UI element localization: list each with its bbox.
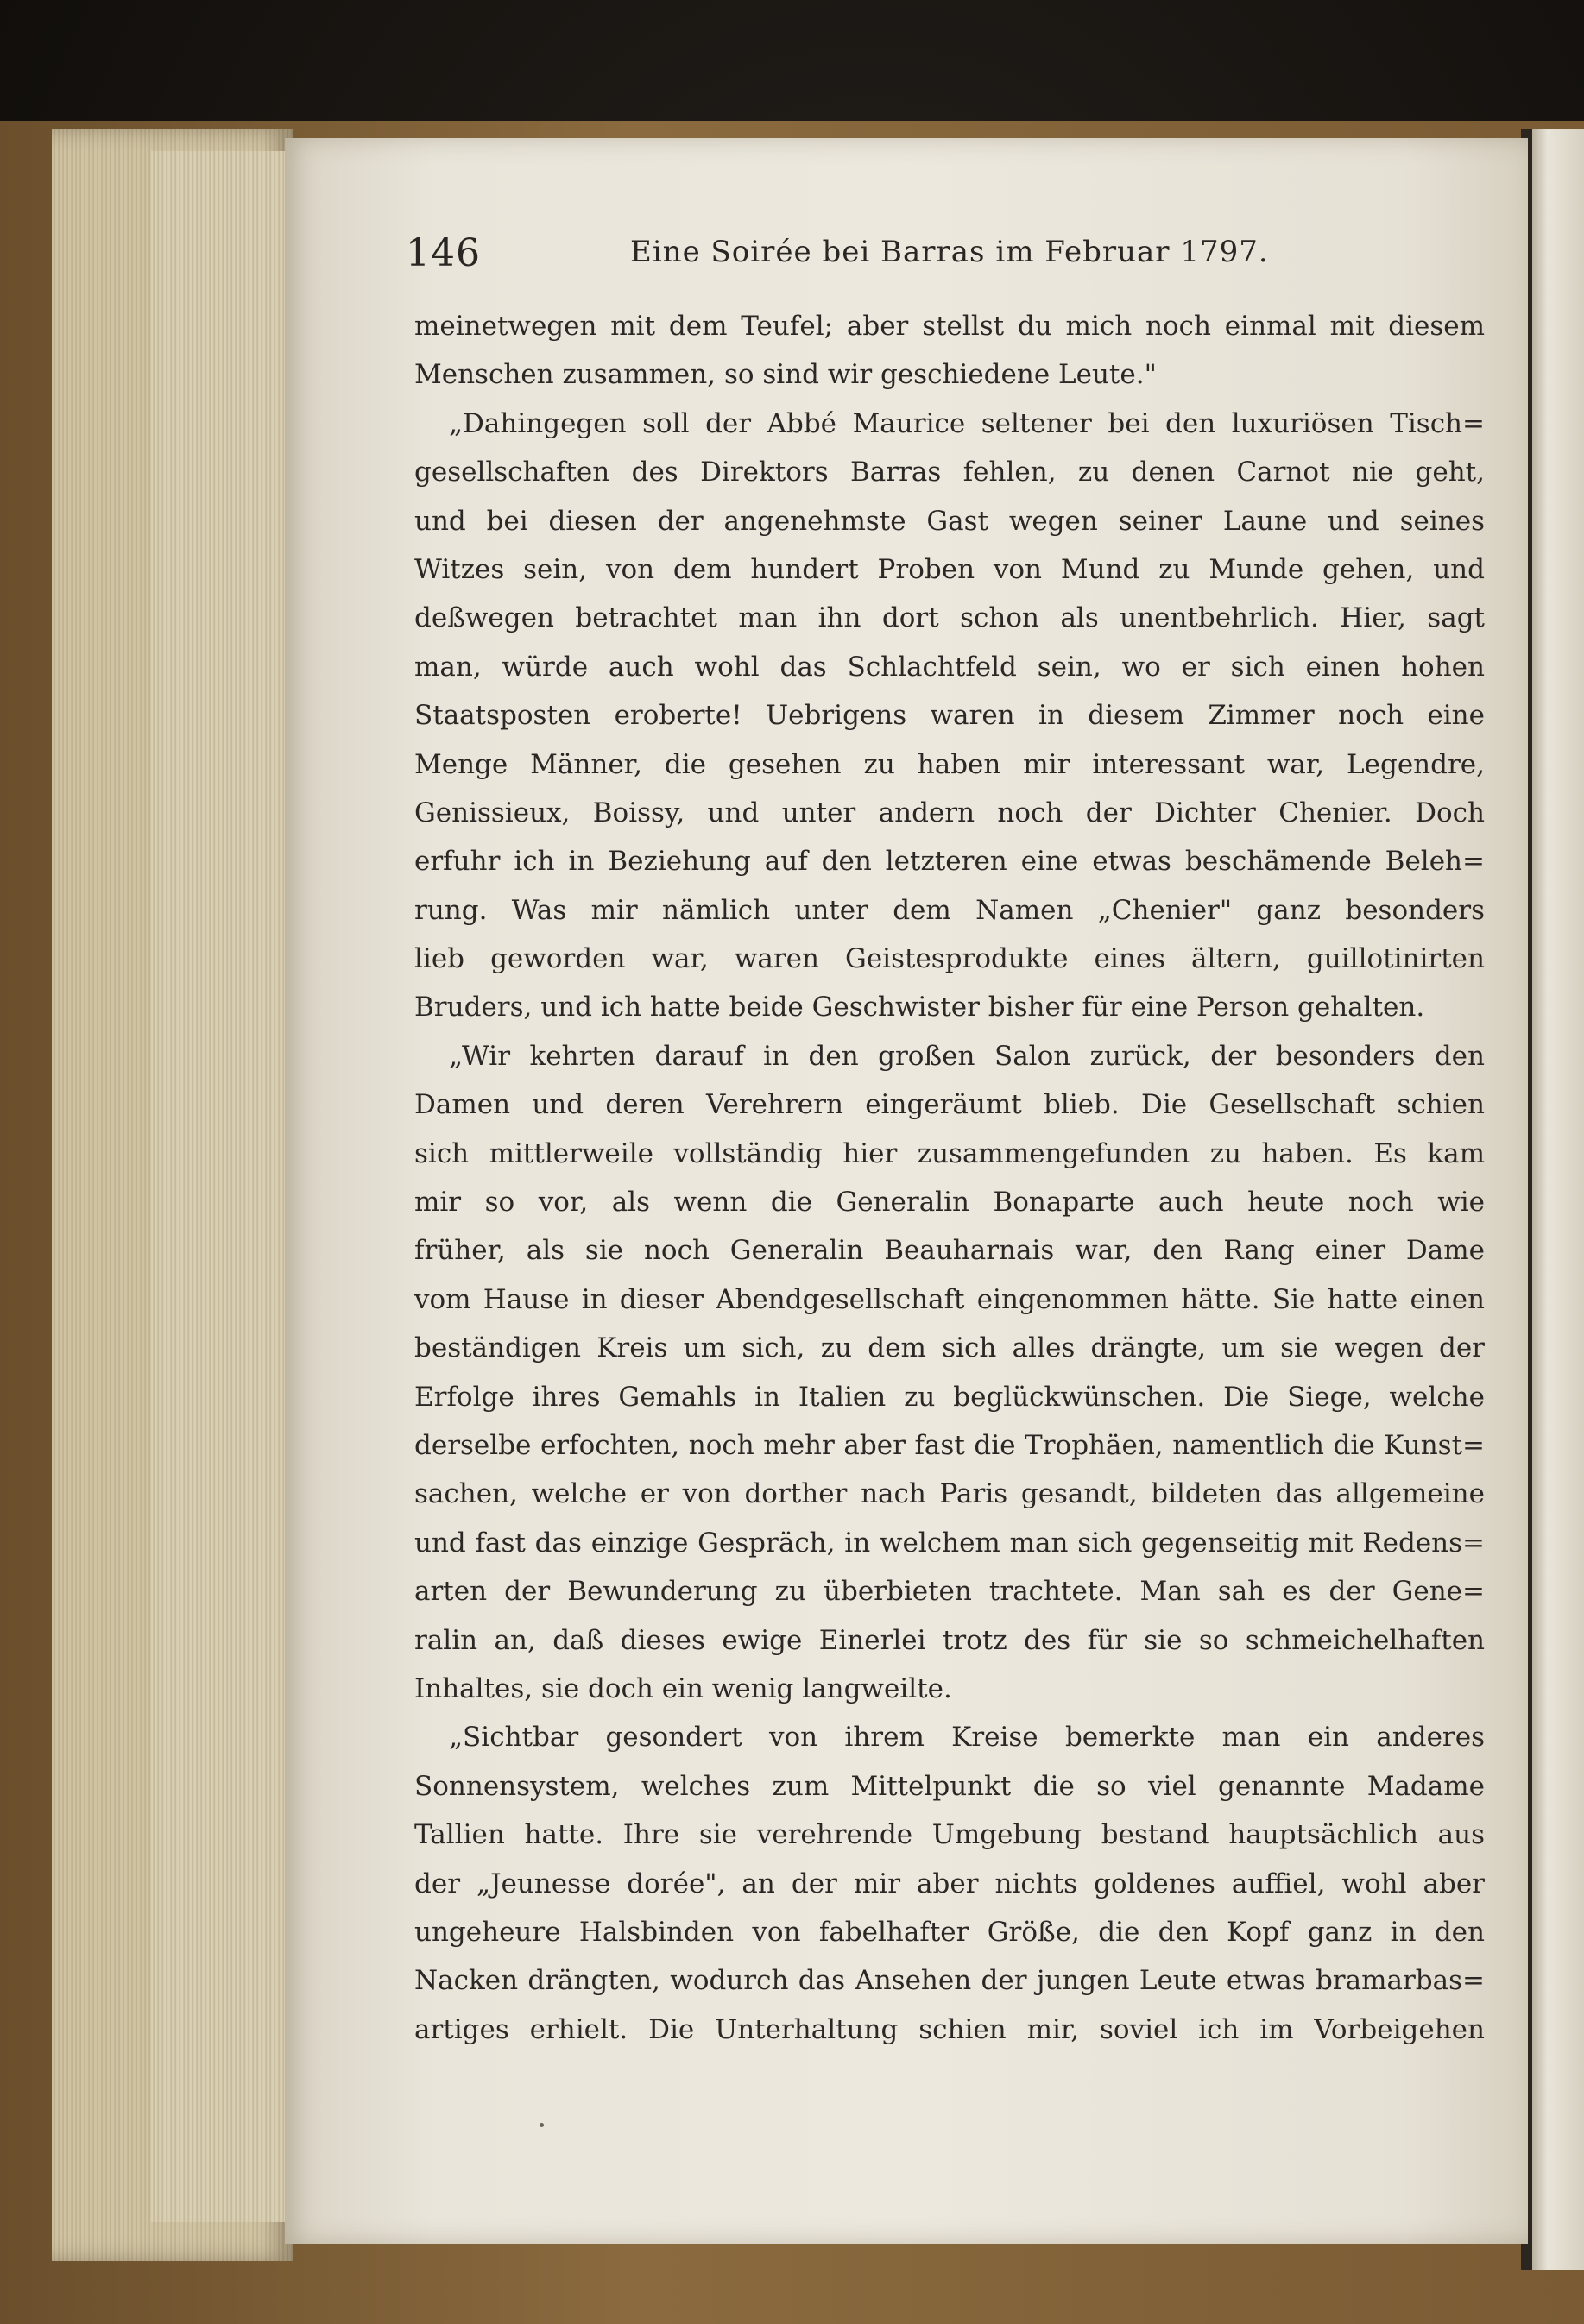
- opposite-page-edge: [1532, 129, 1584, 2270]
- text-line: Menge Männer, die gesehen zu haben mir interessant war, Legendre,: [414, 748, 1485, 780]
- text-line: meinetwegen mit dem Teufel; aber stellst du mich noch einmal mit diesem: [414, 311, 1485, 342]
- text-line: der „Jeunesse dorée", an der mir aber nichts goldenes auffiel, wohl aber: [414, 1867, 1485, 1899]
- text-line: Tallien hatte. Ihre sie verehrende Umgebung bestand hauptsächlich aus: [414, 1819, 1485, 1851]
- text-line: deßwegen betrachtet man ihn dort schon als unentbehrlich. Hier, sagt: [414, 602, 1485, 634]
- book-page: [285, 138, 1528, 2244]
- page-number: 146: [406, 231, 481, 275]
- text-line: Bruders, und ich hatte beide Geschwister bisher für eine Person gehalten.: [414, 992, 1425, 1023]
- text-line: erfuhr ich in Beziehung auf den letzteren eine etwas beschämende Beleh=: [414, 846, 1485, 878]
- page-header: [406, 231, 1485, 283]
- body-text: [414, 302, 1485, 2054]
- text-line: früher, als sie noch Generalin Beauharnais war, den Rang einer Dame: [414, 1235, 1485, 1267]
- running-head: Eine Soirée bei Barras im Februar 1797.: [630, 235, 1269, 269]
- text-line: ungeheure Halsbinden von fabelhafter Größe, die den Kopf ganz in den: [414, 1916, 1485, 1948]
- text-line: Inhaltes, sie doch ein wenig langweilte.: [414, 1672, 952, 1704]
- ink-speck: [540, 2123, 544, 2127]
- text-line: gesellschaften des Direktors Barras fehlen, zu denen Carnot nie geht,: [414, 457, 1485, 488]
- text-line: mir so vor, als wenn die Generalin Bonaparte auch heute noch wie: [414, 1187, 1485, 1219]
- text-line: rung. Was mir nämlich unter dem Namen „Chenier" ganz besonders: [414, 894, 1485, 926]
- text-line: und fast das einzige Gespräch, in welchem man sich gegenseitig mit Redens=: [414, 1527, 1485, 1559]
- text-line: lieb geworden war, waren Geistesprodukte eines ältern, guillotinirten: [414, 943, 1485, 975]
- text-line: derselbe erfochten, noch mehr aber fast die Trophäen, namentlich die Kunst=: [414, 1429, 1485, 1461]
- text-line: „Dahingegen soll der Abbé Maurice seltener bei den luxuriösen Tisch=: [449, 407, 1485, 439]
- text-line: artiges erhielt. Die Unterhaltung schien mir, soviel ich im Vorbeigehen: [414, 2013, 1485, 2045]
- text-line: Witzes sein, von dem hundert Proben von Mund zu Munde gehen, und: [414, 553, 1485, 585]
- text-line: „Wir kehrten darauf in den großen Salon zurück, der besonders den: [449, 1040, 1485, 1072]
- text-line: „Sichtbar gesondert von ihrem Kreise bemerkte man ein anderes: [449, 1722, 1485, 1754]
- text-line: man, würde auch wohl das Schlachtfeld sein, wo er sich einen hohen: [414, 651, 1485, 683]
- text-line: Erfolge ihres Gemahls in Italien zu beglückwünschen. Die Siege, welche: [414, 1381, 1485, 1413]
- text-line: ralin an, daß dieses ewige Einerlei trotz des für sie so schmeichelhaften: [414, 1624, 1485, 1656]
- text-line: Staatsposten eroberte! Uebrigens waren in diesem Zimmer noch eine: [414, 700, 1485, 732]
- text-line: vom Hause in dieser Abendgesellschaft eingenommen hätte. Sie hatte einen: [414, 1283, 1485, 1315]
- text-line: Genissieux, Boissy, und unter andern noch der Dichter Chenier. Doch: [414, 797, 1485, 828]
- text-line: sachen, welche er von dorther nach Paris gesandt, bildeten das allgemeine: [414, 1478, 1485, 1510]
- page-block-edge-inner: [151, 151, 289, 2222]
- text-line: sich mittlerweile vollständig hier zusammengefunden zu haben. Es kam: [414, 1137, 1485, 1169]
- text-line: Nacken drängten, wodurch das Ansehen der jungen Leute etwas bramarbas=: [414, 1965, 1485, 1997]
- text-line: Sonnensystem, welches zum Mittelpunkt die so viel genannte Madame: [414, 1770, 1485, 1802]
- text-line: Damen und deren Verehrern eingeräumt blieb. Die Gesellschaft schien: [414, 1089, 1485, 1121]
- text-line: beständigen Kreis um sich, zu dem sich alles drängte, um sie wegen der: [414, 1332, 1485, 1364]
- text-line: und bei diesen der angenehmste Gast wegen seiner Laune und seines: [414, 505, 1485, 537]
- text-line: arten der Bewunderung zu überbieten trachtete. Man sah es der Gene=: [414, 1576, 1485, 1608]
- text-line: Menschen zusammen, so sind wir geschiedene Leute.": [414, 359, 1157, 391]
